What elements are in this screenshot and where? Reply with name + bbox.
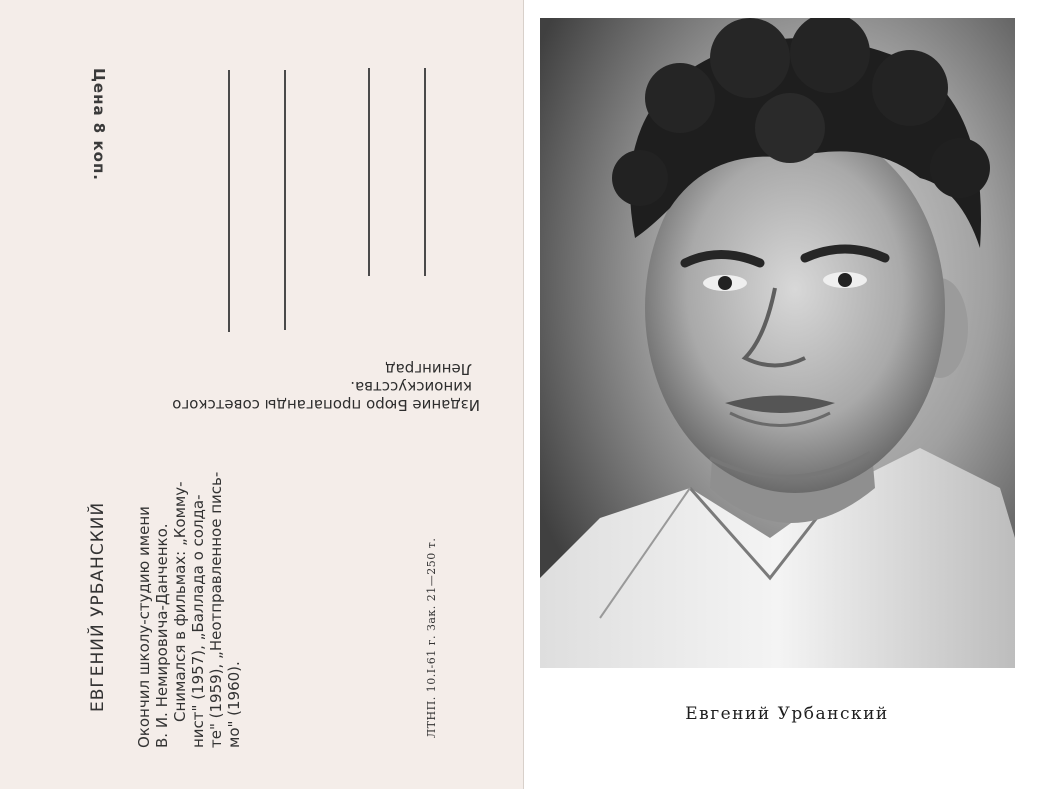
bio-name: ЕВГЕНИЙ УРБАНСКИЙ: [88, 501, 108, 712]
bio-line: Окончил школу-студию имени: [135, 506, 153, 748]
publisher-block: [172, 360, 480, 414]
portrait-photo: [540, 18, 1015, 668]
bio-text: [135, 448, 243, 748]
bio-line: те" (1959), „Неотправленное пись-: [207, 471, 225, 748]
publisher-line: киноискусства.: [350, 378, 472, 396]
postcard-front: [528, 4, 1046, 789]
portrait-caption: Евгений Урбанский: [685, 704, 889, 724]
address-line-1: [228, 70, 230, 332]
bio-line: В. И. Немировича-Данченко.: [153, 523, 171, 748]
address-line-4: [424, 68, 426, 276]
bio-line: нист" (1957), „Баллада о солда-: [189, 494, 207, 748]
portrait-illustration: [540, 18, 1015, 668]
address-line-2: [284, 70, 286, 330]
price-label: Цена 8 коп.: [90, 68, 108, 182]
bio-line: мо" (1960).: [225, 661, 243, 748]
bio-line: Снимался в фильмах: „Комму-: [171, 481, 189, 722]
publisher-line: Издание Бюро пропаганды советского: [172, 396, 480, 414]
publisher-line: Ленинград: [385, 360, 472, 378]
postcard-back: [0, 0, 524, 789]
address-line-3: [368, 68, 370, 276]
printer-imprint: ЛТНП. 10.I-61 г. Зак. 21—250 т.: [425, 537, 438, 738]
